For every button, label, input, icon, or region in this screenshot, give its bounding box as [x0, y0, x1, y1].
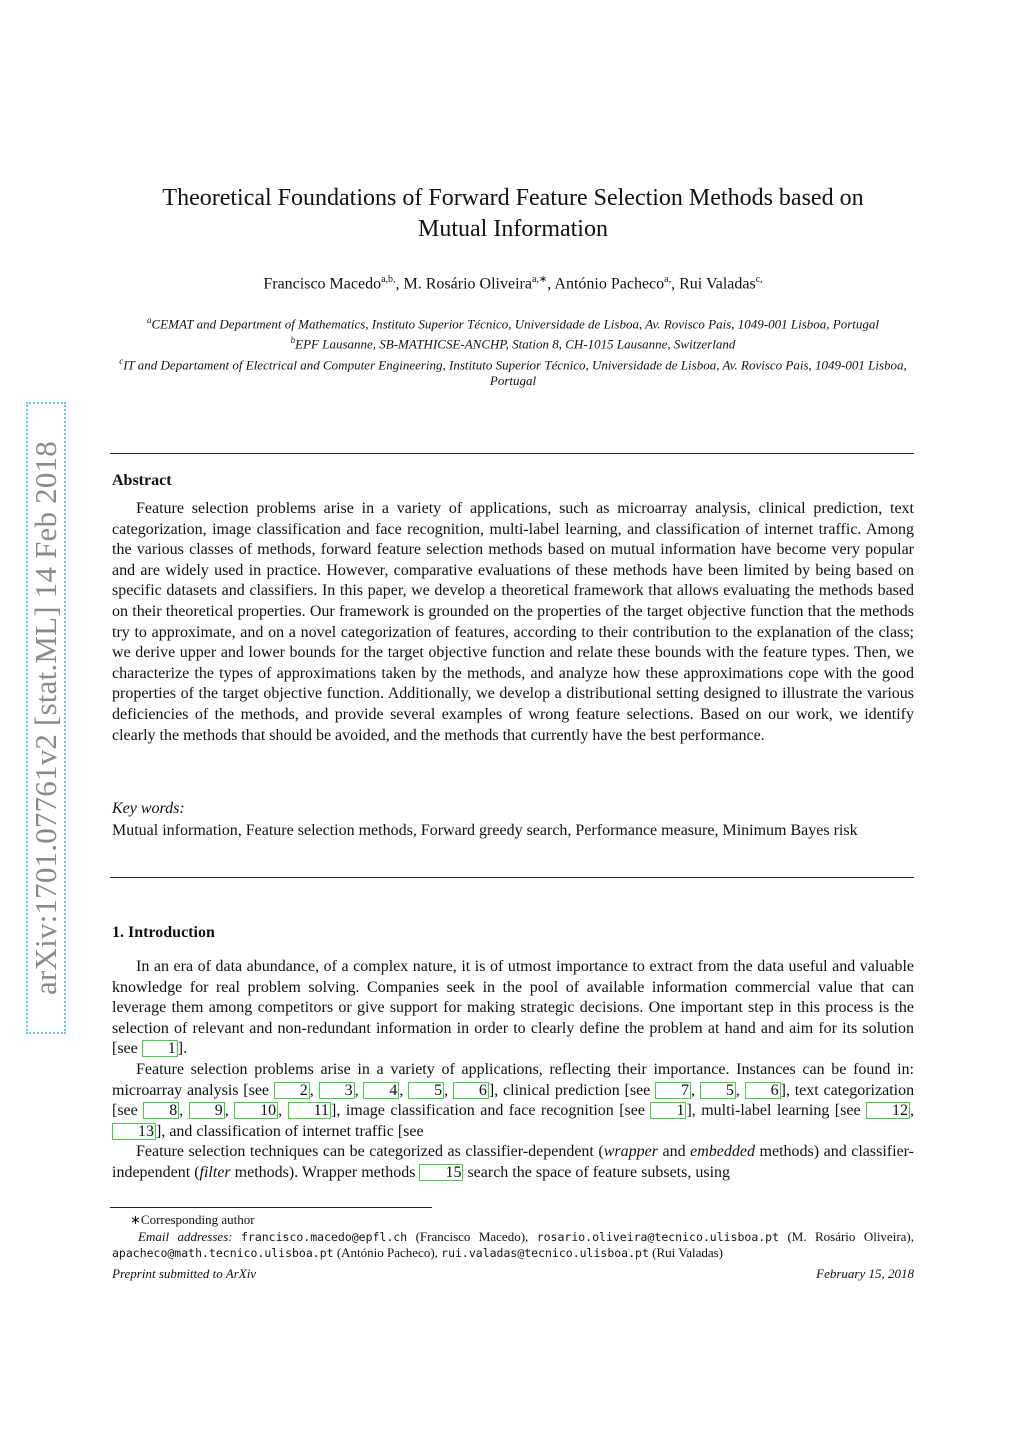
- footnotes: [112, 1212, 914, 1262]
- keywords-heading: Key words:: [112, 800, 185, 817]
- paragraph-text: Feature selection problems arise in a variety of applications, reflecting their importance. Instances can be found in: microarray analysis [see: [112, 1060, 914, 1099]
- abstract-bottom-rule: [110, 877, 914, 878]
- paragraph-text: Feature selection techniques can be categorized as classifier-dependent (: [136, 1143, 604, 1161]
- arxiv-stamp-text: arXiv:1701.07761v2 [stat.ML] 14 Feb 2018: [28, 441, 63, 995]
- citation-link[interactable]: 3: [319, 1082, 355, 1099]
- affiliation-text: EPF Lausanne, SB-MATHICSE-ANCHP, Station 8, CH-1015 Lausanne, Switzerland: [295, 336, 736, 352]
- arxiv-stamp[interactable]: [26, 402, 66, 1034]
- emphasis-term: wrapper: [603, 1143, 658, 1161]
- paragraph-text: ,: [691, 1081, 700, 1099]
- affiliation-mark: a: [147, 315, 152, 325]
- citation-link[interactable]: 10: [234, 1102, 278, 1119]
- paragraph-text: ], multi-label learning [see: [686, 1102, 867, 1120]
- affiliation-text: CEMAT and Department of Mathematics, Instituto Superior Técnico, Universidade de Lisboa, Av. Rovisco Pais, 1049-001 Lisboa, Portugal: [151, 316, 879, 332]
- affiliation-text: IT and Departament of Electrical and Computer Engineering, Instituto Superior Técnico, Universidade de Lisboa, Av. Rovisco Pais, 1049-001 Lisboa, Portugal: [123, 356, 907, 388]
- intro-paragraph-2: [112, 1060, 914, 1142]
- author-affil-mark: a,∗: [531, 274, 548, 285]
- footnote-emails: [112, 1229, 914, 1262]
- keywords-text: Mutual information, Feature selection methods, Forward greedy search, Performance measure, Minimum Bayes risk: [112, 822, 858, 839]
- paragraph-text: ,: [278, 1102, 288, 1120]
- footer-preprint-note: Preprint submitted to ArXiv: [112, 1266, 257, 1281]
- paragraph-text: methods) and classifier-independent (: [112, 1143, 915, 1181]
- email-owner: (Rui Valadas): [652, 1245, 724, 1260]
- paragraph-text: ,: [224, 1102, 235, 1120]
- affiliation-b: [112, 332, 914, 352]
- citation-link[interactable]: 4: [363, 1082, 399, 1099]
- citation-link[interactable]: 11: [288, 1102, 331, 1119]
- paper-title: [112, 183, 914, 245]
- page-footer: [112, 1266, 914, 1282]
- citation-link[interactable]: 7: [655, 1082, 691, 1099]
- author-name: António Pacheco: [554, 275, 665, 293]
- citation-link[interactable]: 13: [112, 1123, 156, 1140]
- email-link[interactable]: apacheco@math.tecnico.ulisboa.pt: [112, 1246, 334, 1260]
- paragraph-text: ,: [910, 1102, 915, 1120]
- abstract-top-rule: [110, 453, 914, 454]
- paragraph-text: ,: [354, 1081, 364, 1099]
- affiliation-c: [112, 353, 914, 389]
- author-name: Francisco Macedo: [263, 275, 382, 293]
- email-label: Email addresses:: [138, 1228, 233, 1244]
- paragraph-text: and: [657, 1143, 691, 1161]
- email-owner: (Francisco Macedo),: [415, 1228, 529, 1244]
- citation-link[interactable]: 15: [419, 1164, 463, 1181]
- paragraph-text: ].: [177, 1040, 188, 1058]
- citation-link[interactable]: 1: [650, 1102, 686, 1119]
- abstract-text: Feature selection problems arise in a variety of applications, such as microarray analysis, clinical prediction, text categorization, image classification and face recognition, multi-label learning, and classification of internet traffic. Among the various classes of methods, forward feature selection methods based on mutual information have become very popular and are widely used in practice. However, comparative evaluations of these methods have been limited by being based on specific datasets and classifiers. In this paper, we develop a theoretical framework that allows evaluating the methods based on their theoretical properties. Our framework is grounded on the properties of the target objective function that the methods try to approximate, and on a novel categorization of features, according to their contribution to the explanation of the class; we derive upper and lower bounds for the target objective function and relate these bounds with the feature types. Then, we characterize the types of approximations taken by the methods, and analyze how these approximations cope with the good properties of the target objective function. Additionally, we develop a distributional setting designed to illustrate the various deficiencies of the methods, and provide several examples of wrong feature selections. Based on our work, we identify clearly the methods that should be avoided, and the methods that currently have the best performance.: [112, 500, 914, 744]
- footer-date: February 15, 2018: [816, 1266, 914, 1281]
- citation-link[interactable]: 6: [745, 1082, 781, 1099]
- paragraph-text: ], clinical prediction [see: [488, 1081, 656, 1099]
- paragraph-text: ], image classification and face recognition [see: [331, 1102, 651, 1120]
- author-affil-mark: a,: [664, 274, 672, 285]
- author-affil-mark: a,b,: [381, 274, 396, 285]
- affiliation-mark: c: [119, 355, 124, 366]
- email-link[interactable]: rosario.oliveira@tecnico.ulisboa.pt: [536, 1229, 780, 1244]
- citation-link[interactable]: 8: [143, 1102, 179, 1119]
- paragraph-text: ,: [399, 1081, 409, 1099]
- paragraph-text: search the space of feature subsets, using: [463, 1163, 731, 1181]
- footnote-rule: [110, 1207, 432, 1208]
- paragraph-text: In an era of data abundance, of a complex nature, it is of utmost importance to extract from the data useful and valuable knowledge for real problem solving. Companies seek in the pool of available information commercial value that can leverage them among competitors or give support for making strategic decisions. One important step in this process is the selection of relevant and non-redundant information in order to clearly define the problem at hand and aim for its solution [see: [112, 958, 914, 1058]
- paragraph-text: ,: [179, 1102, 189, 1120]
- affiliation-a: [112, 312, 914, 332]
- author-list: Francisco Macedo$^{a,b,}$, M. Rosário Oliveira$^{a,∗}$, António Pacheco$^{a,}$, Rui Valadas$^{c,}$: [263, 274, 763, 293]
- email-owner: (António Pacheco),: [336, 1245, 438, 1260]
- email-owner: (M. Rosário Oliveira),: [787, 1228, 914, 1244]
- citation-link[interactable]: 12: [866, 1102, 910, 1119]
- email-link[interactable]: rui.valadas@tecnico.ulisboa.pt: [441, 1246, 649, 1260]
- intro-paragraph-1: [112, 957, 914, 1060]
- email-link[interactable]: francisco.macedo@epfl.ch: [240, 1229, 408, 1244]
- affiliations: [112, 312, 914, 389]
- citation-link[interactable]: 5: [700, 1082, 736, 1099]
- citation-link[interactable]: 5: [408, 1082, 444, 1099]
- citation-link[interactable]: 6: [453, 1082, 489, 1099]
- intro-paragraph-3: [112, 1142, 914, 1183]
- affiliation-mark: b: [290, 335, 296, 346]
- paragraph-text: ,: [309, 1081, 319, 1099]
- author-affil-mark: c,: [755, 274, 763, 285]
- abstract-heading: Abstract: [112, 472, 172, 489]
- title-line-2: Mutual Information: [418, 216, 608, 242]
- footnote-corresponding-author: ∗Corresponding author: [130, 1212, 255, 1227]
- section-heading-introduction: 1. Introduction: [112, 924, 215, 941]
- paragraph-text: ,: [444, 1081, 453, 1099]
- paragraph-text: methods). Wrapper methods: [230, 1163, 420, 1181]
- paragraph-text: ], text categorization [see: [112, 1081, 915, 1120]
- citation-link[interactable]: 2: [274, 1082, 310, 1099]
- introduction-body: [112, 957, 914, 1184]
- paragraph-text: ], and classification of internet traffic [see: [156, 1122, 424, 1140]
- author-name: Rui Valadas: [679, 275, 756, 293]
- author-name: M. Rosário Oliveira: [403, 275, 532, 293]
- emphasis-term: embedded: [690, 1143, 755, 1161]
- title-line-1: Theoretical Foundations of Forward Feature Selection Methods based on: [162, 185, 864, 211]
- citation-link[interactable]: 9: [189, 1102, 225, 1119]
- citation-link[interactable]: 1: [142, 1040, 178, 1057]
- paragraph-text: ,: [735, 1081, 745, 1099]
- emphasis-term: filter: [199, 1163, 231, 1181]
